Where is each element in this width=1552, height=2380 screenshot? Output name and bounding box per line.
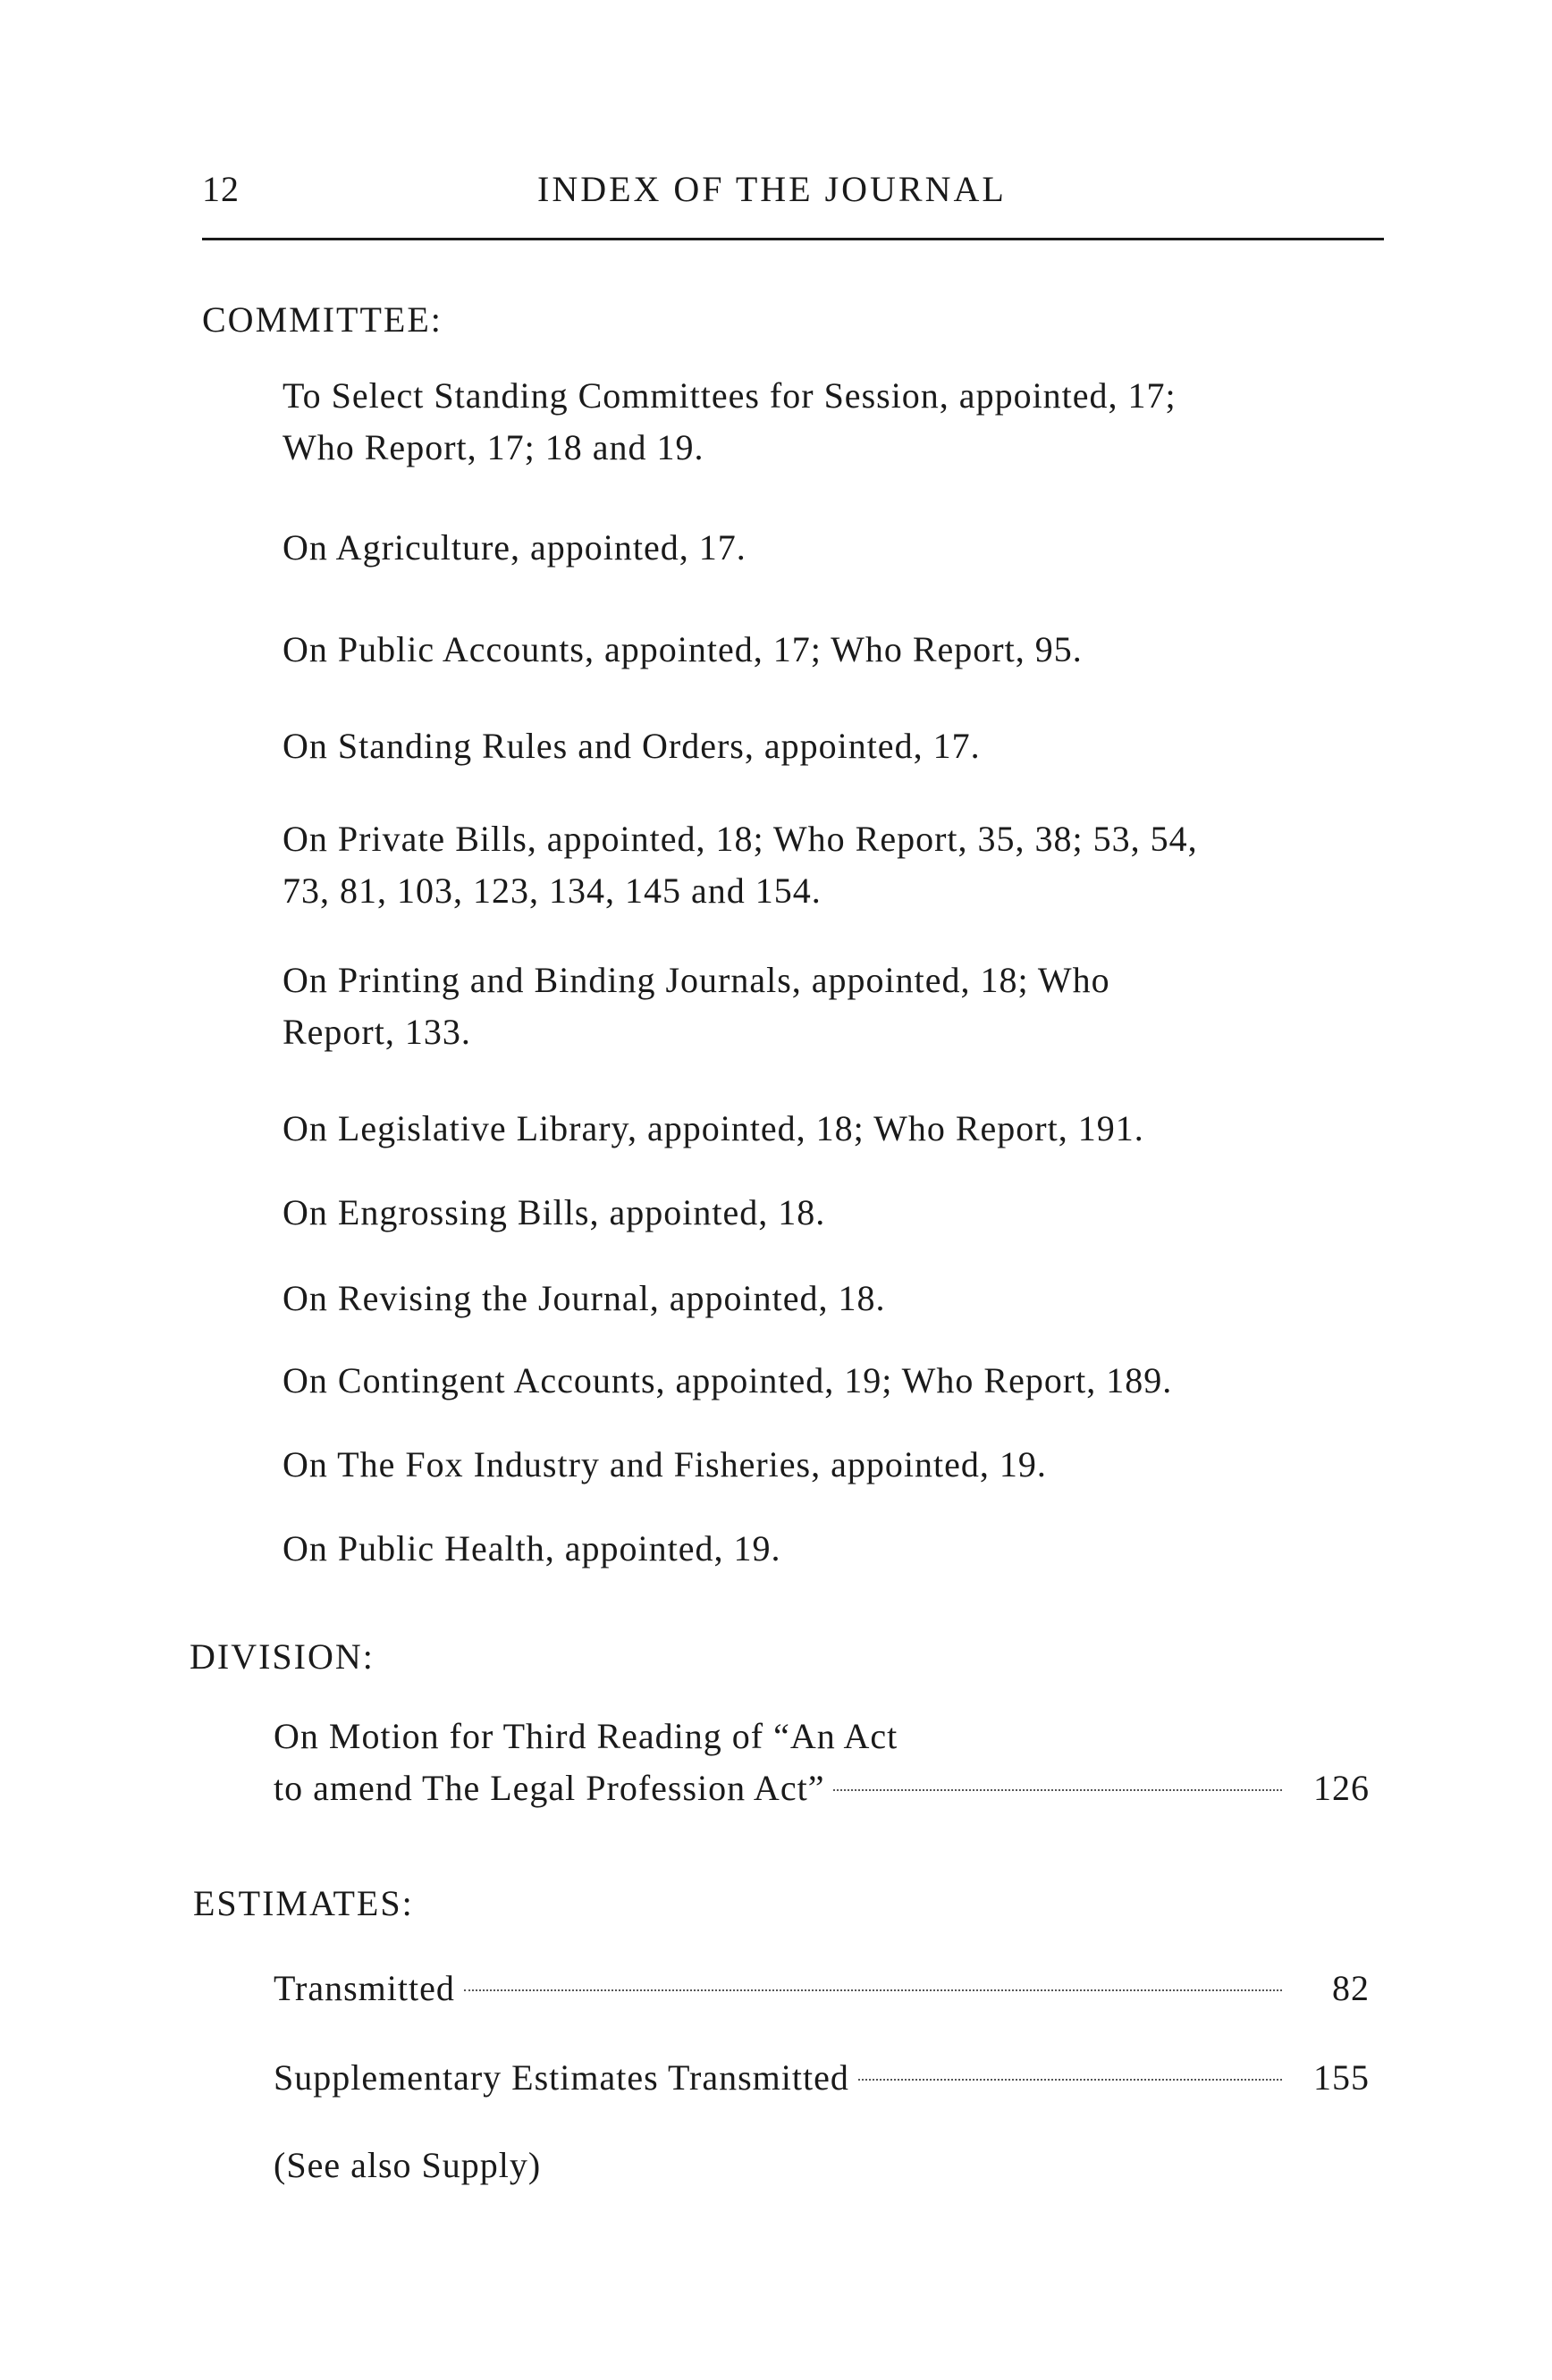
dot-leader — [833, 1789, 1282, 1791]
page-header — [202, 168, 1382, 222]
entry-line: On Public Health, appointed, 19. — [283, 1528, 781, 1568]
entry-line: On Printing and Binding Journals, appointed, 18; Who — [283, 960, 1110, 1000]
dot-leader — [858, 2079, 1282, 2081]
entry-line: Report, 133. — [283, 1012, 471, 1052]
index-entry — [283, 720, 1382, 772]
entry-line: On Public Accounts, appointed, 17; Who Report, 95. — [283, 629, 1083, 669]
dot-leader — [464, 1989, 1282, 1991]
index-entry — [283, 624, 1382, 676]
index-entry — [283, 1355, 1382, 1407]
page-reference: 82 — [1332, 1968, 1370, 2008]
entry-line: On Private Bills, appointed, 18; Who Report, 35, 38; 53, 54, — [283, 819, 1198, 859]
entry-line: On Standing Rules and Orders, appointed, 17. — [283, 726, 981, 766]
running-title: INDEX OF THE JOURNAL — [537, 169, 1007, 209]
entry-line: Who Report, 17; 18 and 19. — [283, 427, 704, 467]
section-heading-estimates: ESTIMATES: — [193, 1883, 414, 1923]
index-entry — [283, 955, 1382, 1058]
index-entry — [283, 1187, 1382, 1239]
entry-line: On Engrossing Bills, appointed, 18. — [283, 1192, 826, 1232]
division-entry — [274, 1711, 1370, 1814]
index-entry — [283, 1523, 1382, 1575]
entry-line: To Select Standing Committees for Session, appointed, 17; — [283, 375, 1177, 416]
leader-line — [274, 2052, 1370, 2104]
entry-line: On Agriculture, appointed, 17. — [283, 527, 746, 568]
page-reference: 126 — [1313, 1768, 1370, 1808]
section-heading-division: DIVISION: — [190, 1636, 375, 1677]
entry-line: On Revising the Journal, appointed, 18. — [283, 1278, 886, 1318]
entry-line: On Contingent Accounts, appointed, 19; Who Report, 189. — [283, 1360, 1173, 1400]
entry-text: Transmitted — [274, 1968, 455, 2008]
estimates-entry — [274, 1963, 1370, 2014]
index-entry — [283, 813, 1382, 917]
page-reference: 155 — [1313, 2057, 1370, 2098]
index-entry — [283, 1103, 1382, 1155]
entry-line: On The Fox Industry and Fisheries, appointed, 19. — [283, 1444, 1047, 1484]
index-entry — [283, 1439, 1382, 1491]
entry-text: Supplementary Estimates Transmitted — [274, 2057, 849, 2098]
index-entry — [283, 1273, 1382, 1325]
index-entry — [283, 370, 1382, 474]
index-entry — [283, 522, 1382, 574]
entry-text: (See also Supply) — [274, 2145, 542, 2185]
entry-text: to amend The Legal Profession Act” — [274, 1768, 825, 1808]
entry-line: On Legislative Library, appointed, 18; Who Report, 191. — [283, 1108, 1144, 1148]
leader-line — [274, 1762, 1370, 1814]
header-rule — [202, 238, 1384, 240]
section-heading-committee: COMMITTEE: — [202, 299, 443, 340]
estimates-entry — [274, 2140, 1370, 2191]
leader-line — [274, 1963, 1370, 2014]
entry-line: 73, 81, 103, 123, 134, 145 and 154. — [283, 870, 822, 911]
entry-line: On Motion for Third Reading of “An Act — [274, 1716, 898, 1756]
estimates-entry — [274, 2052, 1370, 2104]
page-number: 12 — [202, 169, 240, 209]
